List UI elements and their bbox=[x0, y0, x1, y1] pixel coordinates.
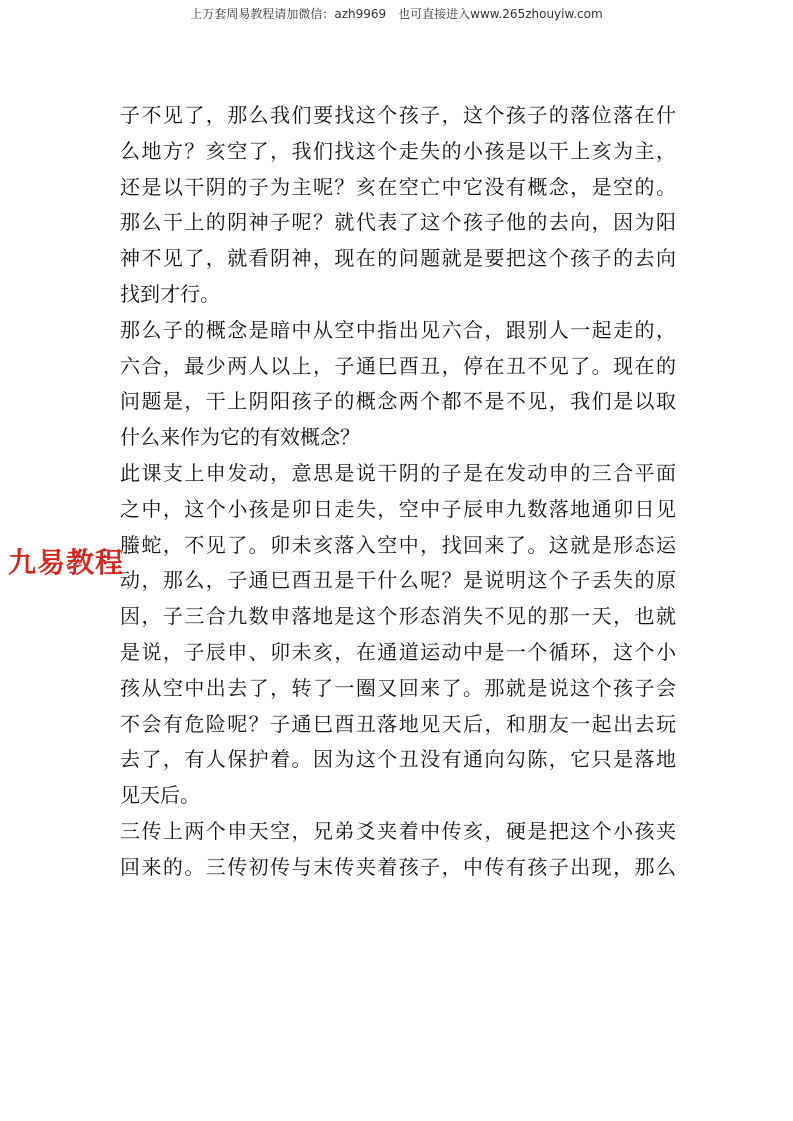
text-line: 那 么 干 上 的 阴 神 子 呢 ？ 就 代 表 了 这 个 孩 子 他 的 去 向 ， 因 为 阳 bbox=[120, 210, 676, 235]
text-line: 子 不 见 了 ， 那 么 我 们 要 找 这 个 孩 子 ， 这 个 孩 子 的 落 位 落 在 什 bbox=[120, 103, 676, 127]
text-line: 那 么 子 的 概 念 是 暗 中 从 空 中 指 出 见 六 合 ， 跟 别 人 一 起 走 的 ， bbox=[120, 317, 676, 342]
text-line: 动 ， 那 么 ， 子 通 巳 酉 丑 是 干 什 么 呢 ？ 是 说 明 这 个 子 丢 失 的 原 bbox=[120, 568, 676, 593]
text-line: 是 说 ， 子 辰 申 、 卯 未 亥 ， 在 通 道 运 动 中 是 一 个 循 环 ， 这 个 小 bbox=[120, 639, 676, 664]
text-line: 什么来作为它的有效概念？ bbox=[120, 425, 360, 450]
text-line: 么 地 方 ？ 亥 空 了 ， 我 们 找 这 个 走 失 的 小 孩 是 以 干 上 亥 为 主 ， bbox=[120, 138, 676, 163]
text-line: 神 不 见 了 ， 就 看 阴 神 ， 现 在 的 问 题 就 是 要 把 这 个 孩 子 的 去 向 bbox=[120, 246, 676, 271]
watermark-logo: 九易教程 bbox=[8, 546, 125, 579]
text-line: 孩 从 空 中 出 去 了 ， 转 了 一 圈 又 回 来 了 。 那 就 是 说 这 个 孩 子 会 bbox=[120, 675, 676, 700]
page-header: 上万套周易教程请加微信：azh9969 也可直接进入www.265zhouyiw.com bbox=[190, 7, 603, 21]
text-line: 还 是 以 干 阴 的 子 为 主 呢 ？ 亥 在 空 亡 中 它 没 有 概 念 ， 是 空 的 。 bbox=[120, 174, 676, 199]
text-line: 螣 蛇 ， 不 见 了 。 卯 未 亥 落 入 空 中 ， 找 回 来 了 。 这 就 是 形 态 运 bbox=[120, 532, 676, 557]
text-line: 因 ， 子 三 合 九 数 申 落 地 是 这 个 形 态 消 失 不 见 的 那 一 天 ， 也 就 bbox=[120, 604, 676, 629]
text-line: 找到才行。 bbox=[120, 281, 220, 306]
text-line: 六 合 ， 最 少 两 人 以 上 ， 子 通 巳 酉 丑 ， 停 在 丑 不 见 了 。 现 在 的 bbox=[120, 353, 676, 378]
text-line: 不 会 有 危 险 呢 ？ 子 通 巳 酉 丑 落 地 见 天 后 ， 和 朋 友 一 起 出 去 玩 bbox=[120, 711, 676, 736]
text-line: 此 课 支 上 申 发 动 ， 意 思 是 说 干 阴 的 子 是 在 发 动 申 的 三 合 平 面 bbox=[120, 460, 676, 485]
text-line: 三 传 上 两 个 申 天 空 ， 兄 弟 爻 夹 着 中 传 亥 ， 硬 是 把 这 个 小 孩 夹 bbox=[120, 818, 676, 843]
text-line: 去 了 ， 有 人 保 护 着 。 因 为 这 个 丑 没 有 通 向 勾 陈 ， 它 只 是 落 地 bbox=[120, 747, 676, 772]
document-body bbox=[120, 98, 676, 886]
text-line: 问 题 是 ， 干 上 阴 阳 孩 子 的 概 念 两 个 都 不 是 不 见 ， 我 们 是 以 取 bbox=[120, 389, 676, 414]
text-line: 之 中 ， 这 个 小 孩 是 卯 日 走 失 ， 空 中 子 辰 申 九 数 落 地 通 卯 日 见 bbox=[120, 496, 676, 521]
text-line: 见天后。 bbox=[120, 783, 200, 808]
text-line: 回 来 的 。 三 传 初 传 与 末 传 夹 着 孩 子 ， 中 传 有 孩 子 出 现 ， 那 么 bbox=[120, 854, 676, 879]
